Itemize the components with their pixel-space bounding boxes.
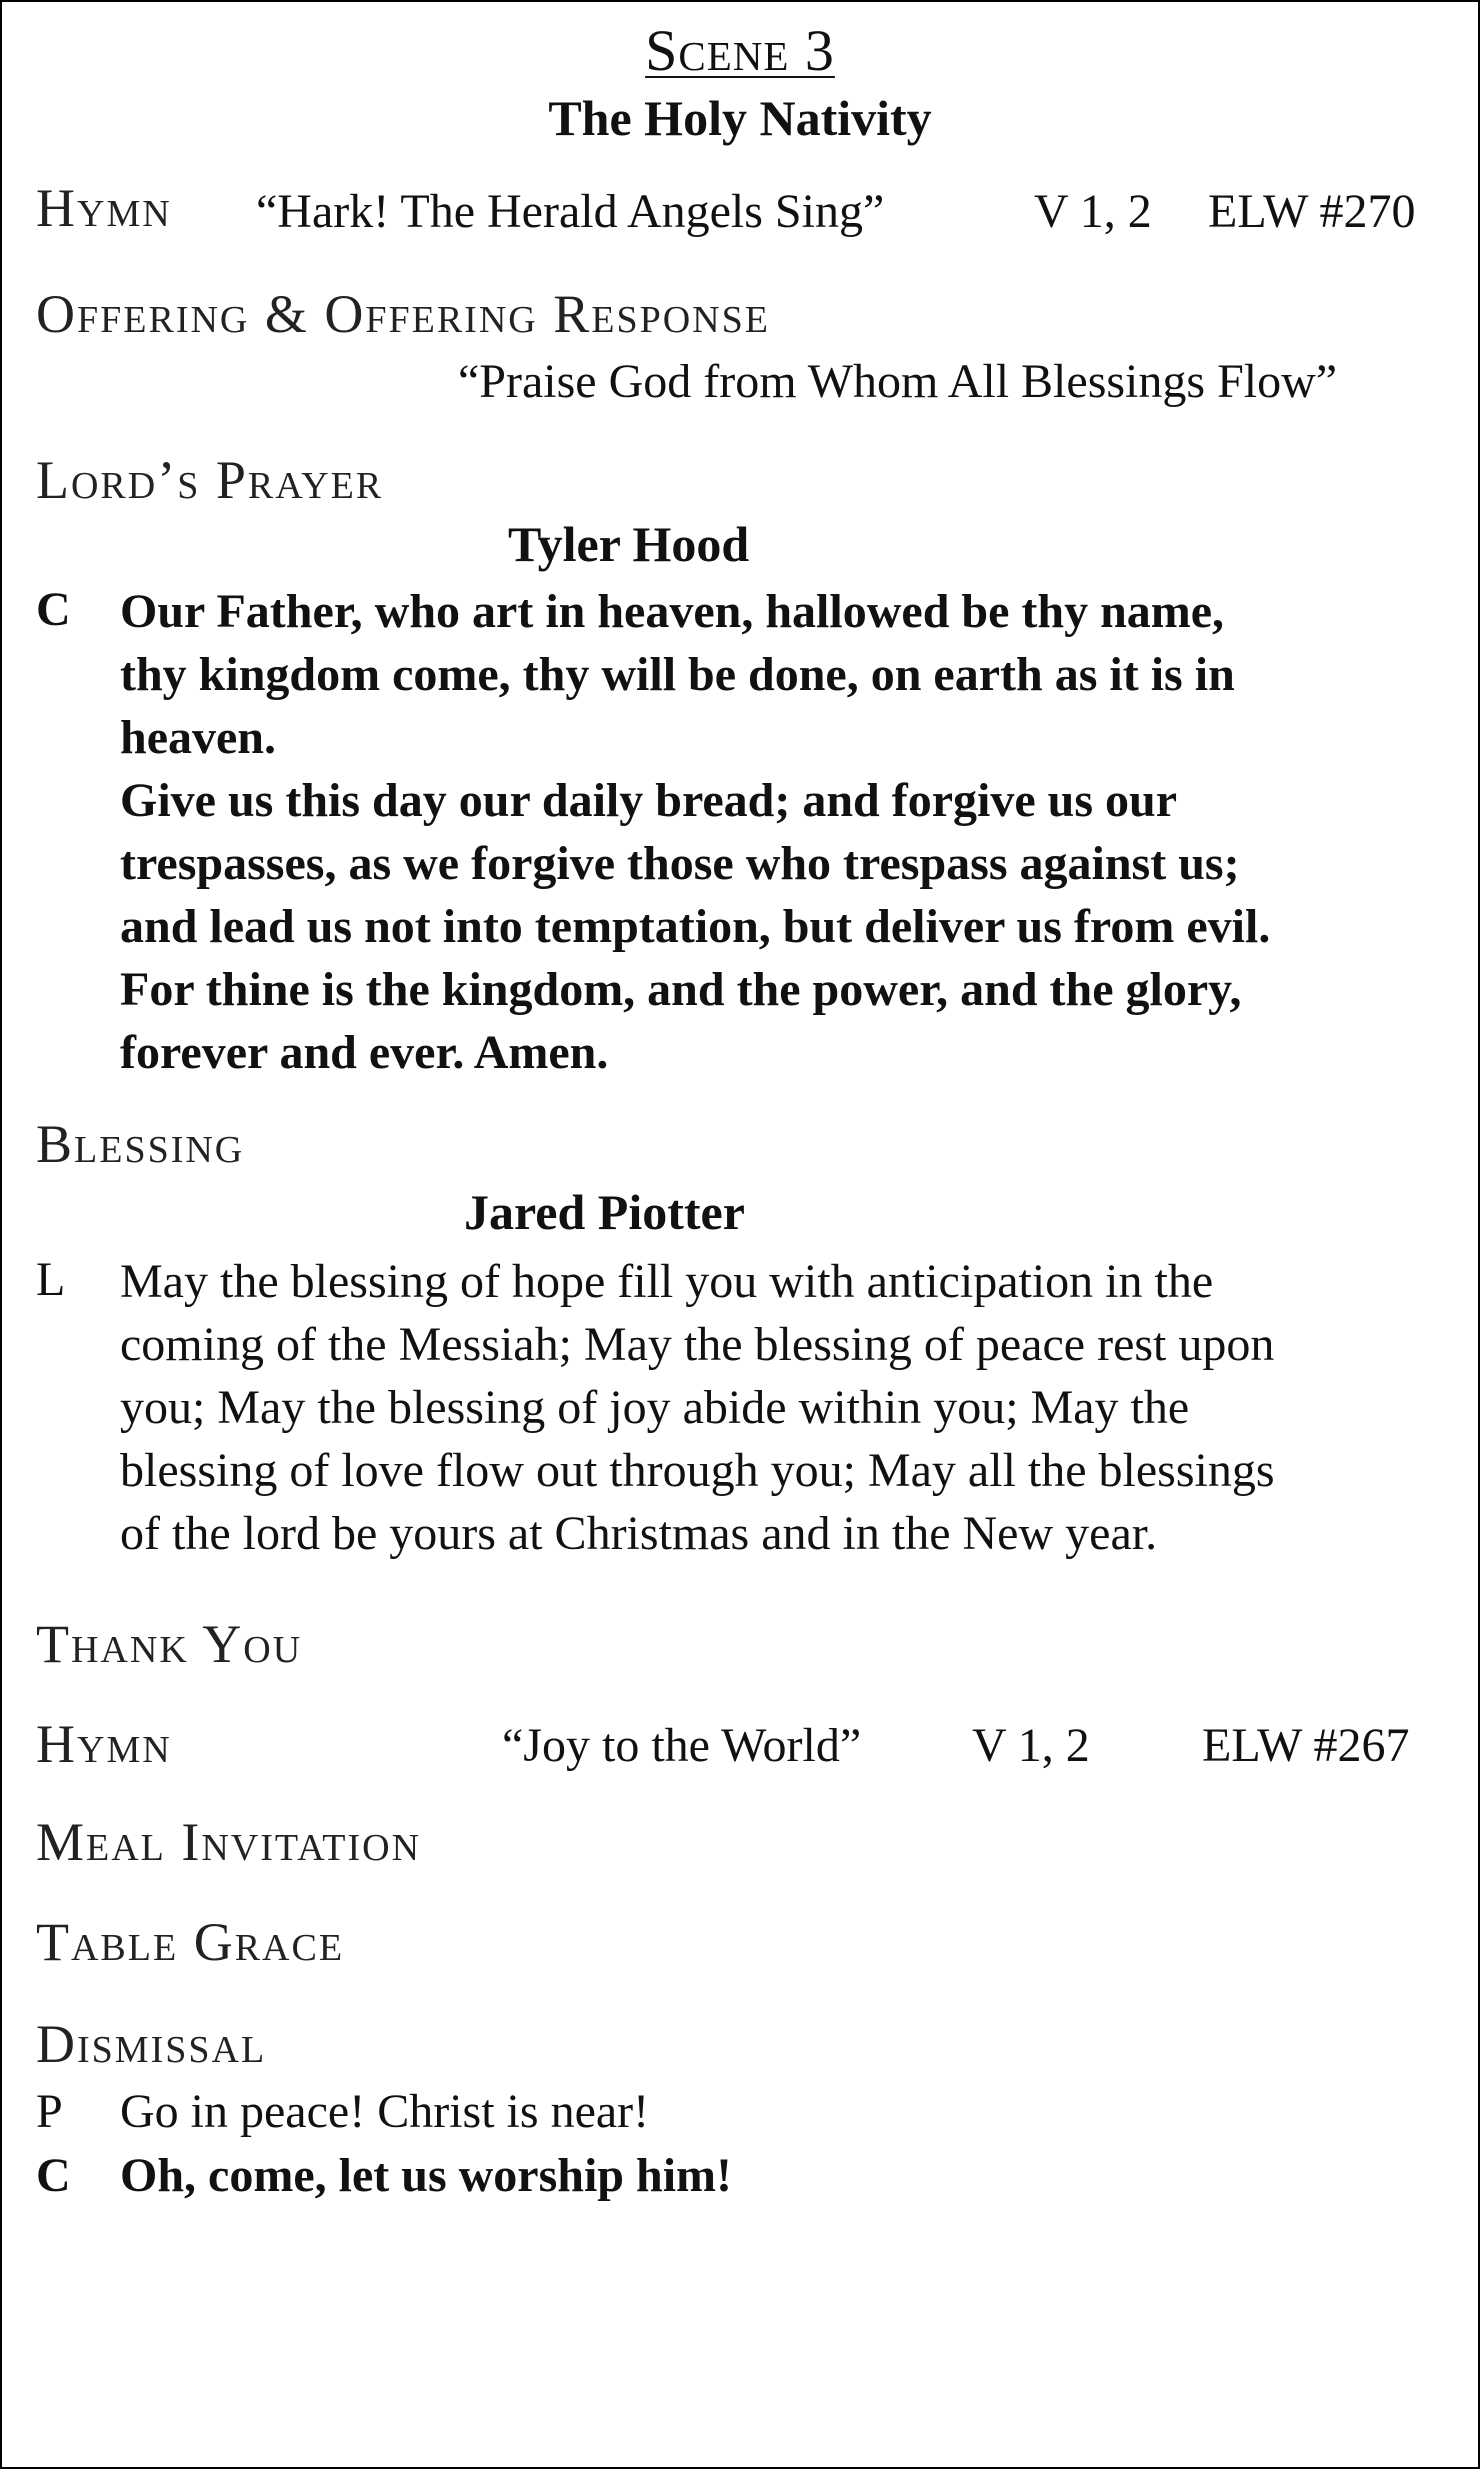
hymn-verses: V 1, 2 [1034,185,1152,238]
lords-prayer-leader: Tyler Hood [508,516,750,572]
prayer-line: trespasses, as we forgive those who trespass against us; [120,837,1240,890]
scene-title: Scene 3 [645,18,835,83]
prayer-line: For thine is the kingdom, and the power, and the glory, [120,963,1242,1016]
blessing-line: you; May the blessing of joy abide within you; May the [120,1381,1190,1434]
thank-you-heading: Thank You [36,1614,303,1674]
table-grace-heading: Table Grace [36,1912,345,1972]
lords-prayer-heading: Lord’s Prayer [36,450,384,510]
blessing-heading: Blessing [36,1114,245,1174]
prayer-line: Give us this day our daily bread; and forgive us our [120,774,1178,827]
offering-response: “Praise God from Whom All Blessings Flow” [458,355,1338,408]
prayer-line: heaven. [120,711,276,764]
scene-subtitle: The Holy Nativity [548,90,932,146]
meal-invitation-heading: Meal Invitation [36,1812,422,1872]
lords-prayer-text [120,580,1460,1084]
prayer-line: Our Father, who art in heaven, hallowed be thy name, [120,585,1225,638]
prayer-line: forever and ever. Amen. [120,1026,609,1079]
hymn-title: “Hark! The Herald Angels Sing” [256,185,885,238]
prayer-line: thy kingdom come, thy will be done, on earth as it is in [120,648,1235,701]
congregation-speaker: C [36,2149,71,2202]
blessing-text [120,1250,1460,1565]
closing-hymn-heading: Hymn [36,1714,172,1774]
pastor-speaker: P [36,2085,63,2138]
prayer-line: and lead us not into temptation, but deliver us from evil. [120,900,1271,953]
blessing-line: of the lord be yours at Christmas and in the New year. [120,1507,1158,1560]
closing-hymn-verses: V 1, 2 [972,1719,1090,1772]
congregation-speaker: C [36,583,71,636]
leader-speaker: L [36,1253,66,1306]
dismissal-pastor-line: Go in peace! Christ is near! [120,2085,650,2138]
blessing-line: coming of the Messiah; May the blessing of peace rest upon [120,1318,1275,1371]
closing-hymn-title: “Joy to the World” [502,1719,862,1772]
hymn-heading: Hymn [36,178,172,238]
closing-hymn-number: ELW #267 [1202,1719,1410,1772]
hymn-number: ELW #270 [1208,185,1416,238]
blessing-line: blessing of love flow out through you; May all the blessings [120,1444,1275,1497]
blessing-line: May the blessing of hope fill you with anticipation in the [120,1255,1214,1308]
blessing-leader: Jared Piotter [464,1184,745,1240]
dismissal-heading: Dismissal [36,2014,267,2074]
dismissal-congregation-line: Oh, come, let us worship him! [120,2149,732,2202]
offering-heading: Offering & Offering Response [36,284,770,344]
